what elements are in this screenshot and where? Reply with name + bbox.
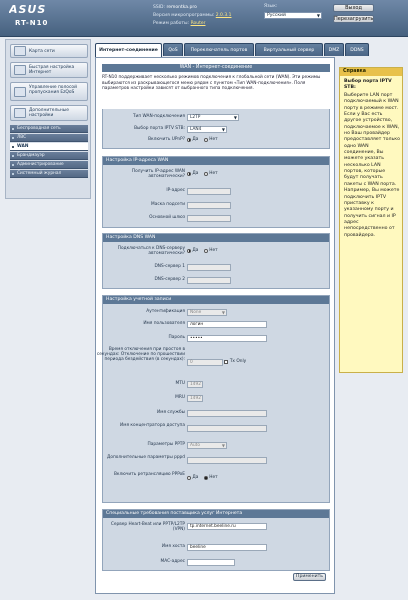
username-label: Имя пользователя [143,321,185,326]
sidebar-item-quick-setup[interactable]: Быстрая настройка Интернет [10,62,88,78]
idle-timeout-input[interactable]: 0 [187,359,223,366]
language-select[interactable]: Русский ▼ [264,12,322,19]
sidebar-item-network-map[interactable]: Карта сети [10,44,88,58]
chevron-down-icon: ▼ [221,443,225,448]
quick-setup-icon [14,65,26,75]
ip-auto-yes-radio[interactable] [187,172,191,176]
upnp-yes-radio[interactable] [187,138,191,142]
pppoe-relay-radio-group: Да Нет [187,475,222,481]
mtu-label: MTU [175,381,185,386]
service-name-input[interactable] [187,410,267,417]
concentrator-input[interactable] [187,425,267,432]
dns-auto-label: Подключаться к DNS-серверу автоматически? [117,246,185,256]
ip-address-input[interactable] [187,188,231,195]
dns1-label: DNS-сервер 1 [154,264,185,269]
pppoe-relay-no-radio[interactable] [204,476,208,480]
upnp-no-radio[interactable] [204,138,208,142]
username-input[interactable]: логин [187,321,267,328]
asus-logo [9,3,51,15]
upnp-radio-group: Да Нет [187,137,222,143]
sidebar-sub-wireless[interactable]: Беспроводная сеть [10,125,88,133]
mac-address-label: MAC-адрес [160,559,185,564]
iptv-port-select[interactable]: LAN4 ▼ [187,126,227,133]
sidebar-sub-wan[interactable]: WAN [10,143,88,151]
chevron-down-icon: ▼ [221,127,225,132]
mru-input[interactable]: 1492 [187,395,203,402]
basic-section [102,109,330,149]
ip-auto-no-radio[interactable] [204,172,208,176]
svg-text:ASUS: ASUS [9,3,47,15]
auth-select[interactable]: None ▼ [187,309,227,316]
tab-virtual-server[interactable]: Виртуальный сервер [255,43,323,56]
dns-auto-no-radio[interactable] [204,249,208,253]
vpn-server-input[interactable]: tp.internet.beeline.ru [187,523,267,530]
pppoe-relay-yes-radio[interactable] [187,476,191,480]
chevron-down-icon: ▼ [316,13,320,18]
ssid-value: remontka.pro [166,5,197,10]
top-header [0,0,408,37]
firmware-link[interactable]: 2.0.3.1 [215,13,232,18]
isp-section [102,509,330,571]
dns-auto-yes-radio[interactable] [187,249,191,253]
tab-qos[interactable]: QoS [163,43,183,56]
sidebar-sub-firewall[interactable]: Брандмауэр [10,152,88,160]
tab-ddns[interactable]: DDNS [345,43,369,56]
service-name-label: Имя службы [157,410,185,415]
pppd-options-label: Дополнительные параметры pppd [107,455,185,460]
mode-link[interactable]: Router [190,21,206,26]
chevron-down-icon: ▼ [221,310,225,315]
mac-address-input[interactable] [187,559,235,566]
main-panel [95,57,335,594]
idle-timeout-label: Время отключения при простоя в секундах: Отключение по прошествии периода бездействия (в секундах): [96,347,185,362]
sidebar [5,39,91,199]
mru-label: MRU [175,395,185,400]
hostname-input[interactable]: beeline [187,544,267,551]
sidebar-sub-lan[interactable]: ЛВС [10,134,88,142]
wan-ip-section-header: Настройка IP-адреса WAN [103,157,329,165]
gateway-label: Основной шлюз [149,215,185,220]
isp-section-header: Специальные требования поставщика услуг Интернета [103,510,329,518]
apply-button[interactable]: Применить [293,573,326,581]
upnp-label: Включить UPnP? [148,137,185,142]
model-name: RT-N10 [15,19,49,27]
password-input[interactable]: ••••• [187,335,267,342]
dns2-input[interactable] [187,277,231,284]
ip-auto-radio-group: Да Нет [187,171,222,177]
tab-internet-connection[interactable]: Интернет-соединение [95,43,162,57]
pppoe-relay-label: Включить ретрансляцию PPPoE [113,472,185,477]
advanced-settings-icon [14,108,26,118]
dns1-input[interactable] [187,264,231,271]
sidebar-sub-admin[interactable]: Администрирование [10,161,88,169]
auth-label: Аутентификация [146,309,185,314]
tab-dmz[interactable]: DMZ [324,43,344,56]
ip-auto-label: Получить IP-адрес WAN автоматически? [131,169,185,179]
hostname-label: Имя хоста [161,544,185,549]
wan-ip-section [102,156,330,228]
wan-type-select[interactable]: L2TP ▼ [187,114,239,121]
mtu-input[interactable]: 1492 [187,381,203,388]
language-label: Язык: [264,4,278,9]
vpn-server-label: Сервер Heart-Beat или PPTP/L2TP (VPN) [110,522,185,532]
subnet-mask-input[interactable] [187,202,231,209]
wan-dns-section-header: Настройка DNS WAN [103,234,329,242]
subnet-mask-label: Маска подсети [150,202,185,207]
help-panel [339,67,403,373]
logout-button[interactable]: Выход [333,4,374,12]
gateway-input[interactable] [187,215,231,222]
account-section-header: Настройка учетной записи [103,296,329,304]
help-title: Выбор порта IPTV STB: [344,79,392,90]
network-map-icon [14,46,26,56]
page-description: RT-N10 поддерживает несколько режимов подключения к глобальной сети (WAN). Эти режимы выбираются из раскрывающегося меню рядом с пунктом «Тип WAN-подключения». Поля параметров настройки зависят от выбранного типа подключения. [102,75,321,92]
pptp-options-select[interactable]: Auto ▼ [187,442,227,449]
sidebar-item-ezqos[interactable]: Управление полосой пропускания EzQoS [10,82,88,101]
tx-only-checkbox[interactable] [224,360,228,364]
account-section [96,295,330,503]
tab-port-switch[interactable]: Переключатель портов [184,43,254,56]
wan-dns-section [102,233,330,289]
help-header: Справка [340,68,402,76]
password-label: Пароль [168,335,185,340]
sidebar-item-advanced[interactable]: Дополнительные настройки [10,105,88,121]
reboot-button[interactable]: Перезагрузить [334,16,374,22]
wan-type-label: Тип WAN-подключения [132,114,185,119]
dns2-label: DNS-сервер 2 [154,277,185,282]
ip-address-label: IP-адрес [166,188,185,193]
sidebar-sub-syslog[interactable]: Системный журнал [10,170,88,178]
concentrator-label: Имя концентратора доступа [120,423,185,428]
chevron-down-icon: ▼ [233,115,237,120]
page-title: WAN - Интернет-соединение [102,64,330,72]
help-text: Выберите LAN порт подключаемый к WAN порту в режиме мост. Если у Вас есть другое устройство, подключаемое к WAN, но Ваш провайдер предоставляет только одно WAN соединение, Вы можете указать несколько LAN портов, которые будут получать пакеты с WAN порта. Например, Вы можете подключить IPTV приставку к указанному порту и получить сигнал и IP адрес непосредственно от провайдера. [344,93,400,238]
dns-auto-radio-group: Да Нет [187,248,222,254]
idle-timeout-control: 0 Tx Only [187,359,250,366]
ezqos-icon [14,87,26,97]
iptv-port-label: Выбор порта IPTV STB: [134,126,185,131]
pptp-options-label: Параметры PPTP [147,442,185,447]
pppd-options-input[interactable] [187,457,267,464]
firmware-info: SSID: remontka.pro Версия микропрограммы: 2.0.3.1 Режим работы: Router [153,5,232,26]
